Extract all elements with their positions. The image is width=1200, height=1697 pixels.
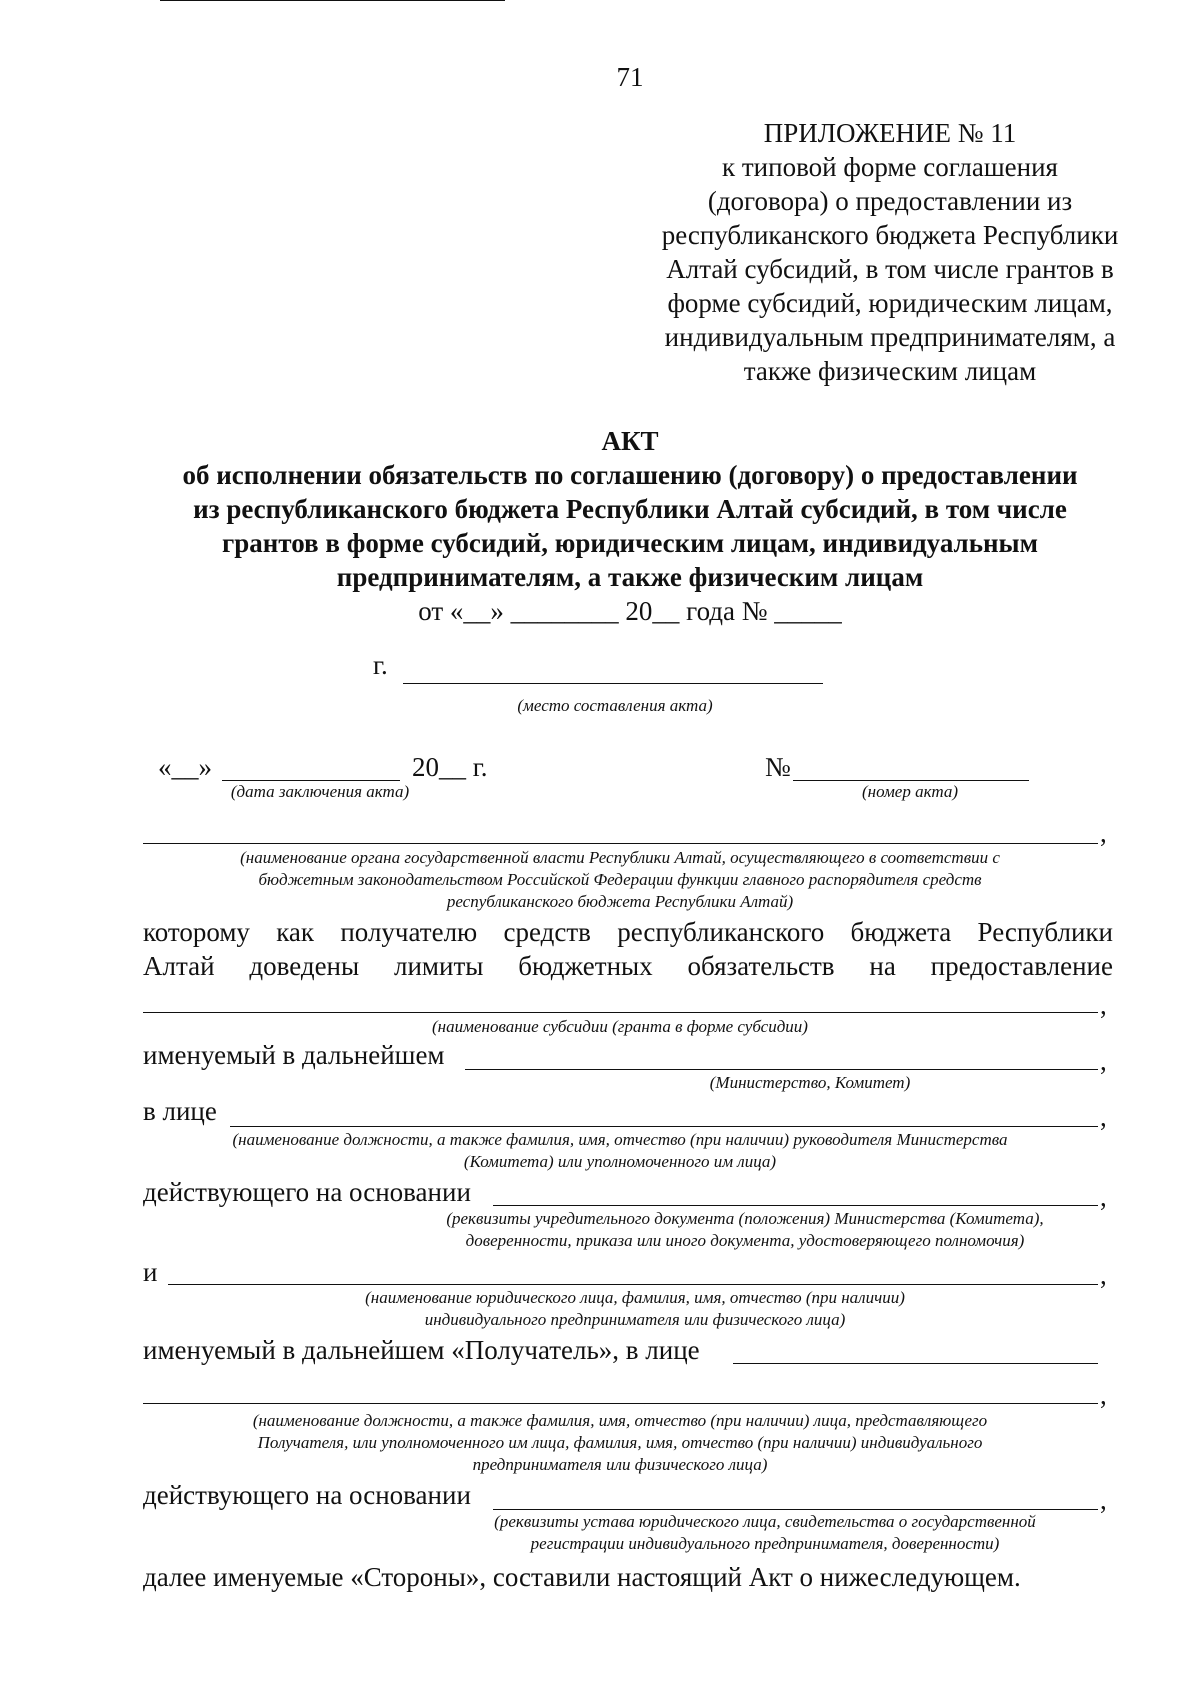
date-year: 20__ г. <box>412 752 488 782</box>
org-caption-line: бюджетным законодательством Российской Федерации функции главного распорядителя средств <box>258 870 982 889</box>
subsidy-field[interactable] <box>143 1012 1098 1013</box>
in-person-label: в лице <box>143 1096 217 1126</box>
place-prefix: г. <box>373 650 388 680</box>
acting-basis-label: действующего на основании <box>143 1480 471 1510</box>
org-caption-line: (наименование органа государственной власти Республики Алтай, осуществляющего в соответствии с <box>240 848 1000 867</box>
appendix-title: ПРИЛОЖЕНИЕ № 11 <box>763 118 1017 148</box>
date-caption: (дата заключения акта) <box>230 782 410 801</box>
subsidy-caption: (наименование субсидии (гранта в форме субсидии) <box>432 1017 808 1036</box>
date-open-quote: «__» <box>158 752 212 782</box>
comma: , <box>1100 1182 1107 1212</box>
acting-basis-field[interactable] <box>493 1205 1098 1206</box>
in-person-caption-line: (Комитета) или уполномоченного им лица) <box>463 1152 777 1171</box>
appendix-line: также физическим лицам <box>743 356 1037 386</box>
comma: , <box>1100 1380 1107 1410</box>
comma: , <box>1100 1485 1107 1515</box>
appendix-line: Алтай субсидий, в том числе грантов в <box>666 254 1114 284</box>
acting-basis-caption-line: доверенности, приказа или иного документа, удостоверяющего полномочия) <box>465 1231 1025 1250</box>
place-caption: (место составления акта) <box>517 696 713 715</box>
and-caption-line: индивидуального предпринимателя или физического лица) <box>424 1310 846 1329</box>
number-label: № <box>765 752 791 782</box>
and-field[interactable] <box>168 1284 1098 1285</box>
comma: , <box>1100 818 1107 848</box>
org-text-line: Алтай доведены лимиты бюджетных обязательств на предоставление <box>143 951 1113 981</box>
acting-basis-field[interactable] <box>493 1509 1098 1510</box>
act-subtitle-line: предпринимателям, а также физическим лицам <box>336 562 924 592</box>
comma: , <box>1100 1260 1107 1290</box>
recipient-label: именуемый в дальнейшем «Получатель», в лице <box>143 1335 700 1365</box>
number-caption: (номер акта) <box>862 782 958 801</box>
org-text-line: которому как получателю средств республиканского бюджета Республики <box>143 917 1113 947</box>
act-date-line: от «__» ________ 20__ года № _____ <box>418 596 842 626</box>
act-subtitle-line: из республиканского бюджета Республики Алтай субсидий, в том числе <box>193 494 1067 524</box>
recipient-caption-line: предпринимателя или физического лица) <box>472 1455 768 1474</box>
comma: , <box>1100 1102 1107 1132</box>
org-caption-line: республиканского бюджета Республики Алтай) <box>446 892 794 911</box>
recipient-field-continued[interactable] <box>143 1403 1098 1404</box>
act-title: АКТ <box>601 426 659 456</box>
recipient-caption-line: (наименование должности, а также фамилия, имя, отчество (при наличии) лица, представляющего <box>252 1411 988 1430</box>
closing-text: далее именуемые «Стороны», составили настоящий Акт о нижеследующем. <box>143 1562 1021 1592</box>
named-ministry-caption: (Министерство, Комитет) <box>709 1073 911 1092</box>
appendix-line: индивидуальным предпринимателям, а <box>664 322 1116 352</box>
acting-basis-label: действующего на основании <box>143 1177 471 1207</box>
appendix-line: к типовой форме соглашения <box>722 152 1058 182</box>
recipient-field[interactable] <box>733 1363 1098 1364</box>
appendix-line: республиканского бюджета Республики <box>661 220 1119 250</box>
comma: , <box>1100 1046 1107 1076</box>
acting-basis-caption-line: регистрации индивидуального предпринимателя, доверенности) <box>530 1534 1000 1553</box>
in-person-field[interactable] <box>230 1126 1098 1127</box>
org-field[interactable] <box>143 843 1098 844</box>
appendix-line: форме субсидий, юридическим лицам, <box>667 288 1113 318</box>
acting-basis-caption-line: (реквизиты учредительного документа (положения) Министерства (Комитета), <box>446 1209 1044 1228</box>
act-subtitle-line: грантов в форме субсидий, юридическим лицам, индивидуальным <box>221 528 1039 558</box>
scan-artifact-line <box>160 0 505 1</box>
in-person-caption-line: (наименование должности, а также фамилия, имя, отчество (при наличии) руководителя Министерства <box>232 1130 1008 1149</box>
acting-basis-caption-line: (реквизиты устава юридического лица, свидетельства о государственной <box>494 1512 1036 1531</box>
place-field[interactable] <box>403 683 823 684</box>
act-subtitle-line: об исполнении обязательств по соглашению (договору) о предоставлении <box>182 460 1078 490</box>
appendix-line: (договора) о предоставлении из <box>707 186 1073 216</box>
and-label: и <box>143 1257 158 1287</box>
named-ministry-label: именуемый в дальнейшем <box>143 1040 445 1070</box>
and-caption-line: (наименование юридического лица, фамилия, имя, отчество (при наличии) <box>365 1288 905 1307</box>
comma: , <box>1100 990 1107 1020</box>
named-ministry-field[interactable] <box>465 1069 1098 1070</box>
page-number: 71 <box>616 62 644 92</box>
recipient-caption-line: Получателя, или уполномоченного им лица, фамилия, имя, отчество (при наличии) индивидуального <box>257 1433 983 1452</box>
